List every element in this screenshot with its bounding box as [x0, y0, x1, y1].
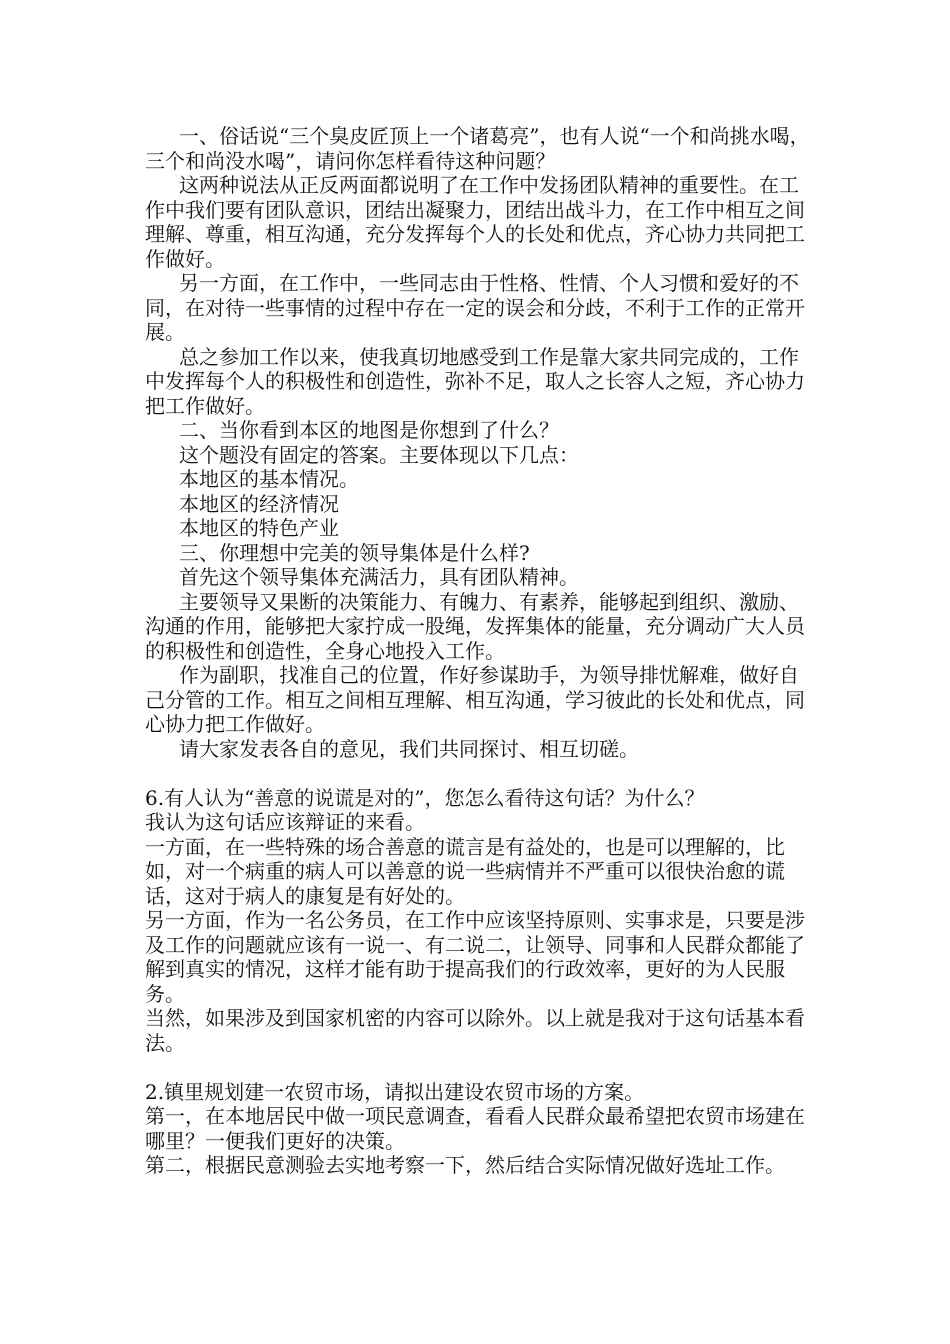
question-market-heading: 2.镇里规划建一农贸市场，请拟出建设农贸市场的方案。 — [145, 1079, 645, 1104]
answer-6-paragraph-2: 一方面，在一些特殊的场合善意的谎言是有益处的，也是可以理解的，比如，对一个病重的病人可以善意的说一些病情并不严重可以很快治愈的谎话，这对于病人的康复是有好处的。 — [145, 834, 785, 908]
answer-1-paragraph-2: 另一方面，在工作中，一些同志由于性格、性情、个人习惯和爱好的不同，在对待一些事情的过程中存在一定的误会和分歧，不利于工作的正常开展。 — [145, 271, 805, 344]
answer-1-paragraph-3: 总之参加工作以来，使我真切地感受到工作是靠大家共同完成的，工作中发挥每个人的积极性和创造性，弥补不足，取人之长容人之短，齐心协力把工作做好。 — [145, 344, 805, 418]
answer-2-intro: 这个题没有固定的答案。主要体现以下几点： — [179, 442, 579, 467]
question-6-heading: 6.有人认为“善意的说谎是对的”，您怎么看待这句话？为什么？ — [145, 785, 705, 810]
section-spacer — [145, 761, 815, 786]
document-page — [145, 124, 815, 1178]
answer-6-paragraph-4: 当然，如果涉及到国家机密的内容可以除外。以上就是我对于这句话基本看法。 — [145, 1006, 805, 1055]
answer-6-paragraph-3: 另一方面，作为一名公务员，在工作中应该坚持原则、实事求是，只要是涉及工作的问题就应该有一说一、有二说二，让领导、同事和人民群众都能了解到真实的情况，这样才能有助于提高我们的行政效率，更好的为人民服务。 — [145, 908, 805, 1006]
answer-6-paragraph-1: 我认为这句话应该辩证的来看。 — [145, 810, 425, 834]
answer-1-paragraph-1: 这两种说法从正反两面都说明了在工作中发扬团队精神的重要性。在工作中我们要有团队意识，团结出凝聚力，团结出战斗力，在工作中相互之间理解、尊重，相互沟通，充分发挥每个人的长处和优点，齐心协力共同把工作做好。 — [145, 173, 805, 271]
question-1-heading: 一、俗话说“三个臭皮匠顶上一个诸葛亮”，也有人说“一个和尚挑水喝，三个和尚没水喝”，请问你怎样看待这种问题？ — [145, 124, 810, 173]
answer-market-step-1: 第一，在本地居民中做一项民意调查，看看人民群众最希望把农贸市场建在哪里？一便我们更好的决策。 — [145, 1104, 805, 1153]
answer-3-paragraph-2: 主要领导又果断的决策能力、有魄力、有素养，能够起到组织、激励、沟通的作用，能够把大家拧成一股绳，发挥集体的能量，充分调动广大人员的积极性和创造性，全身心地投入工作。 — [145, 589, 805, 663]
answer-2-point-1: 本地区的基本情况。 — [179, 467, 359, 491]
section-spacer — [145, 1055, 815, 1080]
answer-2-point-3: 本地区的特色产业 — [179, 516, 339, 540]
answer-3-paragraph-4: 请大家发表各自的意见，我们共同探讨、相互切磋。 — [179, 736, 639, 761]
answer-3-paragraph-3: 作为副职，找准自己的位置，作好参谋助手，为领导排忧解难，做好自己分管的工作。相互之间相互理解、相互沟通，学习彼此的长处和优点，同心协力把工作做好。 — [145, 663, 805, 736]
question-3-heading: 三、你理想中完美的领导集体是什么样? — [179, 540, 530, 565]
answer-market-step-2: 第二，根据民意测验去实地考察一下，然后结合实际情况做好选址工作。 — [145, 1153, 785, 1177]
answer-2-point-2: 本地区的经济情况 — [179, 491, 339, 516]
answer-3-paragraph-1: 首先这个领导集体充满活力，具有团队精神。 — [179, 565, 579, 589]
question-2-heading: 二、当你看到本区的地图是你想到了什么？ — [179, 418, 559, 442]
